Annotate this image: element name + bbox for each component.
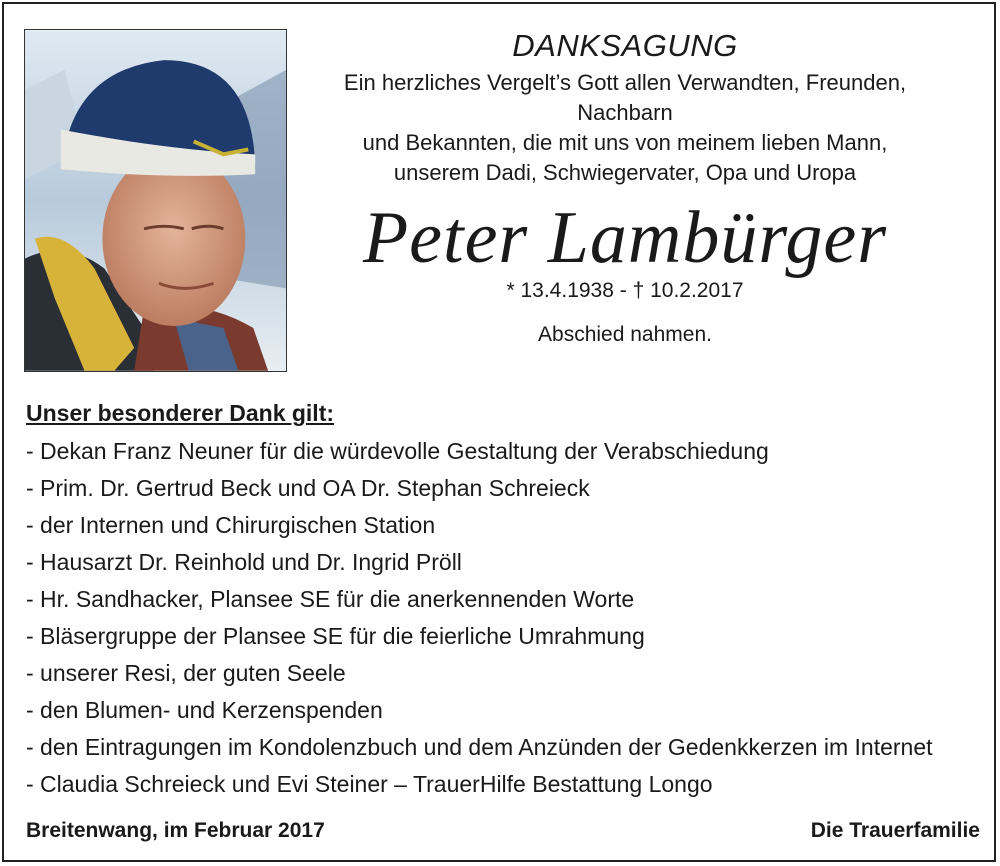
intro-line: und Bekannten, die mit uns von meinem lieben Mann,: [362, 130, 888, 155]
list-item: - Bläsergruppe der Plansee SE für die feierliche Umrahmung: [26, 623, 645, 649]
intro-text: [300, 68, 950, 188]
farewell-text: Abschied nahmen.: [538, 323, 712, 346]
portrait-photo: [24, 29, 287, 372]
list-item: - den Blumen- und Kerzenspenden: [26, 697, 383, 723]
notice-title: DANKSAGUNG: [512, 28, 738, 63]
intro-line: Ein herzliches Vergelt’s Gott allen Verwandten, Freunden, Nachbarn: [343, 70, 907, 125]
list-item: - den Eintragungen im Kondolenzbuch und dem Anzünden der Gedenkkerzen im Internet: [26, 734, 933, 760]
list-item: - unserer Resi, der guten Seele: [26, 660, 346, 686]
thanks-heading: Unser besonderer Dank gilt:: [26, 400, 335, 426]
list-item: - Dekan Franz Neuner für die würdevolle Gestaltung der Verabschiedung: [26, 438, 769, 464]
list-item: - der Internen und Chirurgischen Station: [26, 512, 436, 538]
list-item: - Claudia Schreieck und Evi Steiner – TrauerHilfe Bestattung Longo: [26, 771, 713, 797]
deceased-name: Peter Lambürger: [362, 197, 888, 279]
intro-line: unserem Dadi, Schwiegervater, Opa und Uropa: [393, 160, 857, 185]
header-block: [300, 28, 950, 348]
life-dates: * 13.4.1938 - † 10.2.2017: [506, 279, 744, 302]
list-item: - Prim. Dr. Gertrud Beck und OA Dr. Stephan Schreieck: [26, 475, 590, 501]
signature: Die Trauerfamilie: [810, 819, 980, 842]
list-item: - Hausarzt Dr. Reinhold und Dr. Ingrid Pröll: [26, 549, 462, 575]
thanks-list: [26, 433, 933, 803]
list-item: - Hr. Sandhacker, Plansee SE für die anerkennenden Worte: [26, 586, 635, 612]
place-date: Breitenwang, im Februar 2017: [26, 819, 325, 842]
